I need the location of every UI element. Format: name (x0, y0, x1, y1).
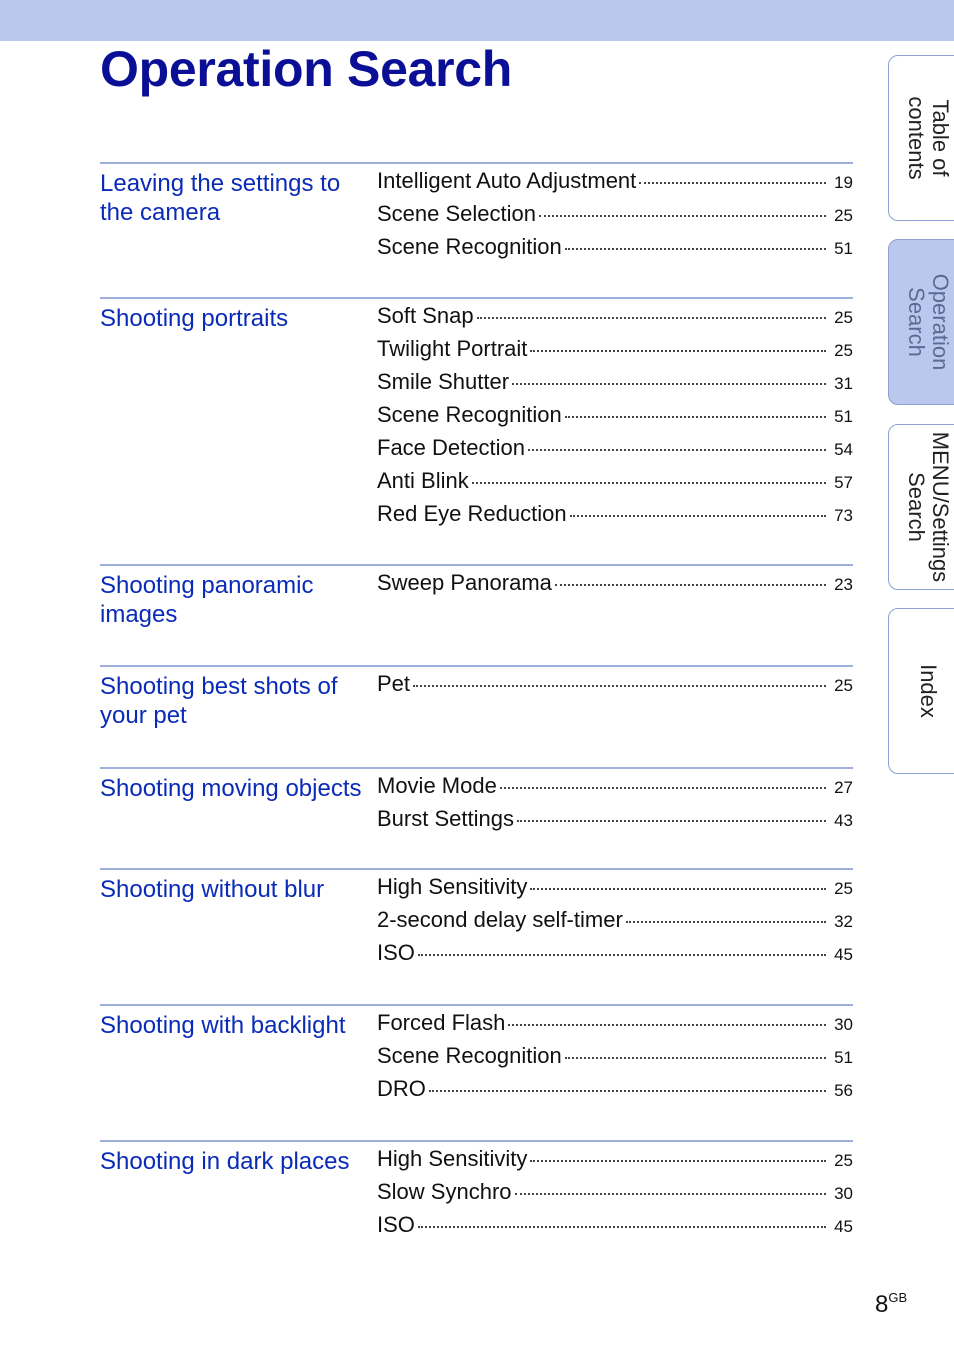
entry-page-number[interactable]: 25 (834, 676, 853, 695)
entry-label[interactable]: High Sensitivity (377, 1146, 528, 1171)
dot-leader (515, 1193, 826, 1195)
entry-page-number[interactable]: 25 (834, 1151, 853, 1170)
entry-page-number[interactable]: 27 (834, 778, 853, 797)
dot-leader (565, 416, 826, 418)
entry-row[interactable] (377, 570, 853, 603)
dot-leader (565, 248, 826, 250)
section-label[interactable]: Shooting with backlight (100, 1012, 346, 1039)
entry-label[interactable]: ISO (377, 1212, 415, 1237)
entry-row[interactable] (377, 773, 853, 806)
entry-row[interactable] (377, 336, 853, 369)
entry-page-number[interactable]: 54 (834, 440, 853, 459)
entry-list (377, 164, 853, 267)
entry-row[interactable] (377, 1076, 853, 1109)
entry-list (377, 667, 853, 704)
dot-leader (517, 820, 826, 822)
entry-row[interactable] (377, 303, 853, 336)
entry-page-number[interactable]: 25 (834, 341, 853, 360)
section-label[interactable]: Shooting in dark places (100, 1148, 350, 1175)
side-tab-label: Operation Search (904, 273, 953, 371)
dot-leader (429, 1090, 826, 1092)
entry-row[interactable] (377, 1010, 853, 1043)
entry-label[interactable]: DRO (377, 1076, 426, 1101)
entry-label[interactable]: Sweep Panorama (377, 570, 552, 595)
entry-list (377, 769, 853, 839)
dot-leader (477, 317, 826, 319)
entry-row[interactable] (377, 1043, 853, 1076)
entry-list (377, 1142, 853, 1245)
entry-row[interactable] (377, 201, 853, 234)
entry-row[interactable] (377, 369, 853, 402)
dot-leader (500, 787, 826, 789)
entry-label[interactable]: Intelligent Auto Adjustment (377, 168, 637, 193)
entry-page-number[interactable]: 57 (834, 473, 853, 492)
dot-leader (639, 182, 826, 184)
entry-list (377, 1006, 853, 1109)
entry-row[interactable] (377, 468, 853, 501)
entry-page-number[interactable]: 51 (834, 407, 853, 426)
entry-row[interactable] (377, 501, 853, 534)
entry-page-number[interactable]: 23 (834, 575, 853, 594)
entry-page-number[interactable]: 25 (834, 308, 853, 327)
entry-page-number[interactable]: 43 (834, 811, 853, 830)
dot-leader (413, 685, 826, 687)
dot-leader (418, 1226, 826, 1228)
entry-list (377, 870, 853, 973)
dot-leader (565, 1057, 826, 1059)
side-tab[interactable] (888, 424, 954, 590)
section (100, 665, 853, 767)
dot-leader (418, 954, 826, 956)
entry-label[interactable]: Anti Blink (377, 468, 469, 493)
entry-row[interactable] (377, 940, 853, 973)
dot-leader (512, 383, 826, 385)
section-list (100, 162, 853, 1262)
entry-label[interactable]: Scene Recognition (377, 234, 562, 259)
entry-page-number[interactable]: 19 (834, 173, 853, 192)
entry-label[interactable]: High Sensitivity (377, 874, 528, 899)
entry-row[interactable] (377, 874, 853, 907)
dot-leader (530, 350, 826, 352)
entry-row[interactable] (377, 907, 853, 940)
section-label[interactable]: Shooting portraits (100, 305, 289, 332)
side-tab[interactable] (888, 608, 954, 774)
section (100, 162, 853, 297)
entry-page-number[interactable]: 25 (834, 879, 853, 898)
entry-page-number[interactable]: 51 (834, 239, 853, 258)
entry-row[interactable] (377, 671, 853, 704)
side-tab-label: Index (916, 664, 941, 718)
page-number-suffix: GB (888, 1290, 908, 1305)
entry-label[interactable]: Movie Mode (377, 773, 497, 798)
entry-label[interactable]: Smile Shutter (377, 369, 510, 394)
dot-leader (508, 1024, 826, 1026)
entry-page-number[interactable]: 30 (834, 1015, 853, 1034)
top-band (0, 0, 954, 41)
entry-label[interactable]: ISO (377, 940, 415, 965)
dot-leader (528, 449, 826, 451)
entry-label[interactable]: Scene Recognition (377, 402, 562, 427)
side-tab-label: Table of contents (904, 96, 953, 180)
dot-leader (570, 515, 826, 517)
entry-label[interactable]: Burst Settings (377, 806, 514, 831)
section-label[interactable]: Shooting panoramic images (100, 572, 314, 628)
page-number-value: 8 (875, 1291, 889, 1318)
dot-leader (626, 921, 826, 923)
entry-page-number[interactable]: 73 (834, 506, 853, 525)
dot-leader (530, 1160, 826, 1162)
section-label[interactable]: Leaving the settings to the camera (100, 170, 341, 226)
entry-page-number[interactable]: 31 (834, 374, 853, 393)
entry-row[interactable] (377, 435, 853, 468)
side-tab-label: MENU/Settings Search (904, 431, 953, 583)
page-number (875, 1290, 907, 1319)
entry-row[interactable] (377, 234, 853, 267)
entry-row[interactable] (377, 806, 853, 839)
dot-leader (472, 482, 826, 484)
entry-list (377, 299, 853, 534)
entry-row[interactable] (377, 1146, 853, 1179)
page-title: Operation Search (100, 41, 512, 97)
entry-label[interactable]: Scene Recognition (377, 1043, 562, 1068)
entry-label[interactable]: 2-second delay self-timer (377, 907, 623, 932)
entry-list (377, 566, 853, 603)
entry-label[interactable]: Face Detection (377, 435, 525, 460)
section-label[interactable]: Shooting without blur (100, 876, 325, 903)
section (100, 1140, 853, 1262)
entry-page-number[interactable]: 32 (834, 912, 853, 931)
entry-row[interactable] (377, 1212, 853, 1245)
entry-row[interactable] (377, 402, 853, 435)
entry-label[interactable]: Slow Synchro (377, 1179, 512, 1204)
entry-label[interactable]: Twilight Portrait (377, 336, 528, 361)
section (100, 767, 853, 868)
entry-page-number[interactable]: 45 (834, 1217, 853, 1236)
section (100, 297, 853, 564)
entry-page-number[interactable]: 25 (834, 206, 853, 225)
section (100, 868, 853, 1004)
section-label[interactable]: Shooting moving objects (100, 775, 362, 802)
entry-page-number[interactable]: 51 (834, 1048, 853, 1067)
section (100, 564, 853, 665)
entry-page-number[interactable]: 45 (834, 945, 853, 964)
entry-label[interactable]: Red Eye Reduction (377, 501, 567, 526)
dot-leader (555, 584, 826, 586)
entry-row[interactable] (377, 1179, 853, 1212)
section (100, 1004, 853, 1140)
entry-page-number[interactable]: 30 (834, 1184, 853, 1203)
entry-label[interactable]: Soft Snap (377, 303, 474, 328)
dot-leader (530, 888, 826, 890)
dot-leader (539, 215, 826, 217)
section-label[interactable]: Shooting best shots of your pet (100, 673, 338, 729)
entry-label[interactable]: Forced Flash (377, 1010, 506, 1035)
entry-page-number[interactable]: 56 (834, 1081, 853, 1100)
side-tab[interactable] (888, 55, 954, 221)
entry-row[interactable] (377, 168, 853, 201)
side-tab[interactable] (888, 239, 954, 405)
entry-label[interactable]: Scene Selection (377, 201, 536, 226)
entry-label[interactable]: Pet (377, 671, 411, 696)
